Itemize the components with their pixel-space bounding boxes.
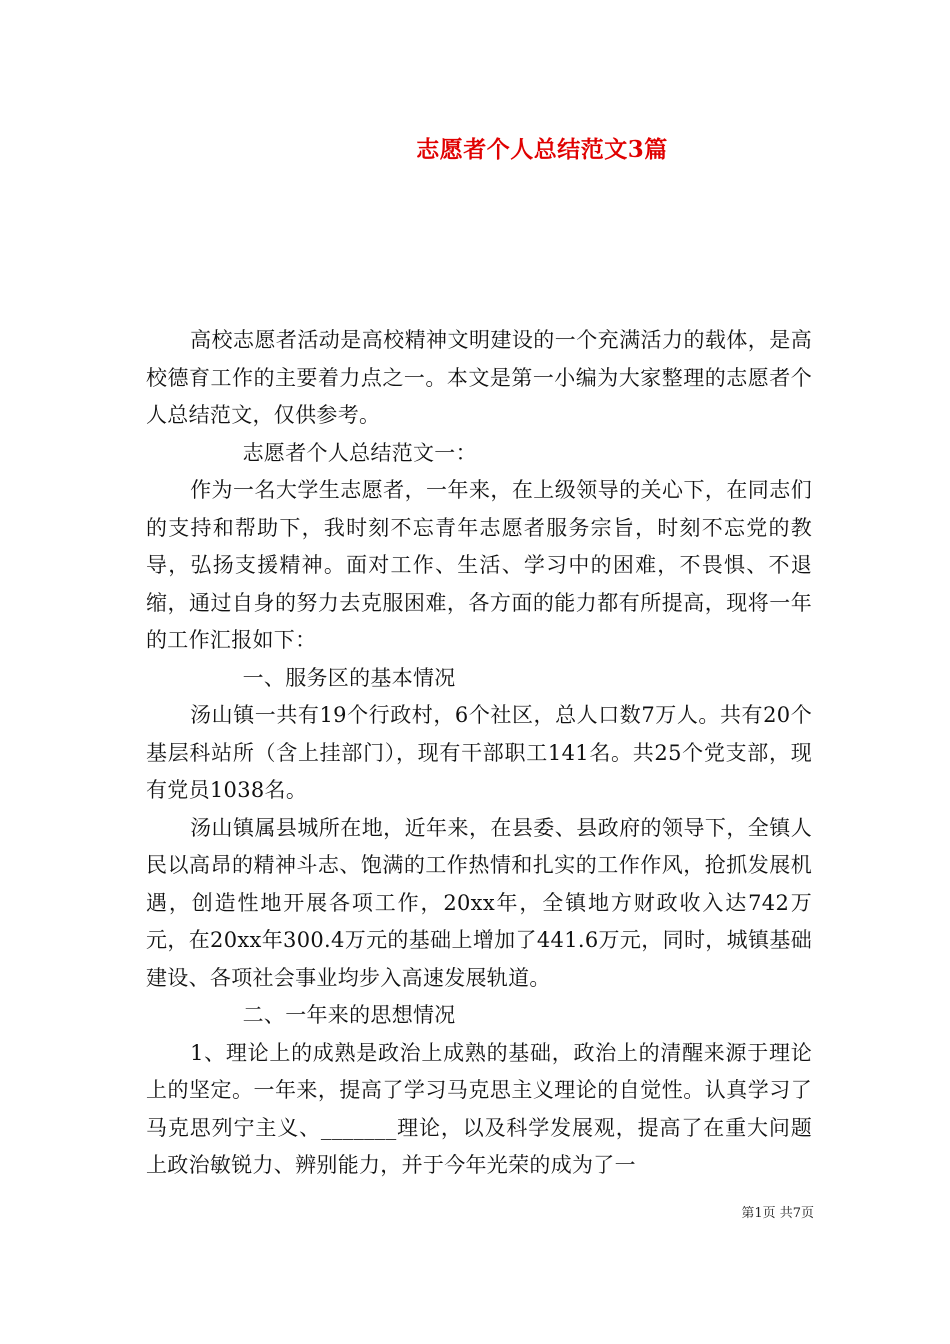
section-heading-thoughts: 二、一年来的思想情况 [242,1003,456,1027]
body-paragraph: 汤山镇属县城所在地，近年来，在县委、县政府的领导下，全镇人民以高昂的精神斗志、饱满的工作热情和扎实的工作作风，抢抓发展机遇，创造性地开展各项工作，20xx年，全镇地方财政收入达742万元，在20xx年300.4万元的基础上增加了441.6万元，同时，城镇基础建设、各项社会事业均步入高速发展轨道。 [146,815,812,990]
body-paragraph: 作为一名大学生志愿者，一年来，在上级领导的关心下，在同志们的支持和帮助下，我时刻不忘青年志愿者服务宗旨，时刻不忘党的教导，弘扬支援精神。面对工作、生活、学习中的困难，不畏惧、不退缩，通过自身的努力去克服困难，各方面的能力都有所提高，现将一年的工作汇报如下： [146,478,812,652]
body-paragraph: 1、理论上的成熟是政治上成熟的基础，政治上的清醒来源于理论上的坚定。一年来，提高了学习马克思主义理论的自觉性。认真学习了马克思列宁主义、_______理论，以及科学发展观，提高了在重大问题上政治敏锐力、辨别能力，并于今年光荣的成为了一 [146,1040,812,1177]
page-number-footer: 第1页 共7页 [741,1206,814,1221]
document-title: 志愿者个人总结范文3篇 [416,136,668,163]
section-heading-essay-one: 志愿者个人总结范文一： [242,440,477,465]
body-paragraph: 汤山镇一共有19个行政村，6个社区，总人口数7万人。共有20个基层科站所（含上挂部门），现有干部职工141名。共25个党支部，现有党员1038名。 [146,703,812,802]
section-heading-service-area: 一、服务区的基本情况 [242,665,456,690]
document-body [146,322,812,1185]
intro-paragraph: 高校志愿者活动是高校精神文明建设的一个充满活力的载体，是高校德育工作的主要着力点之一。本文是第一小编为大家整理的志愿者个人总结范文，仅供参考。 [146,328,812,427]
